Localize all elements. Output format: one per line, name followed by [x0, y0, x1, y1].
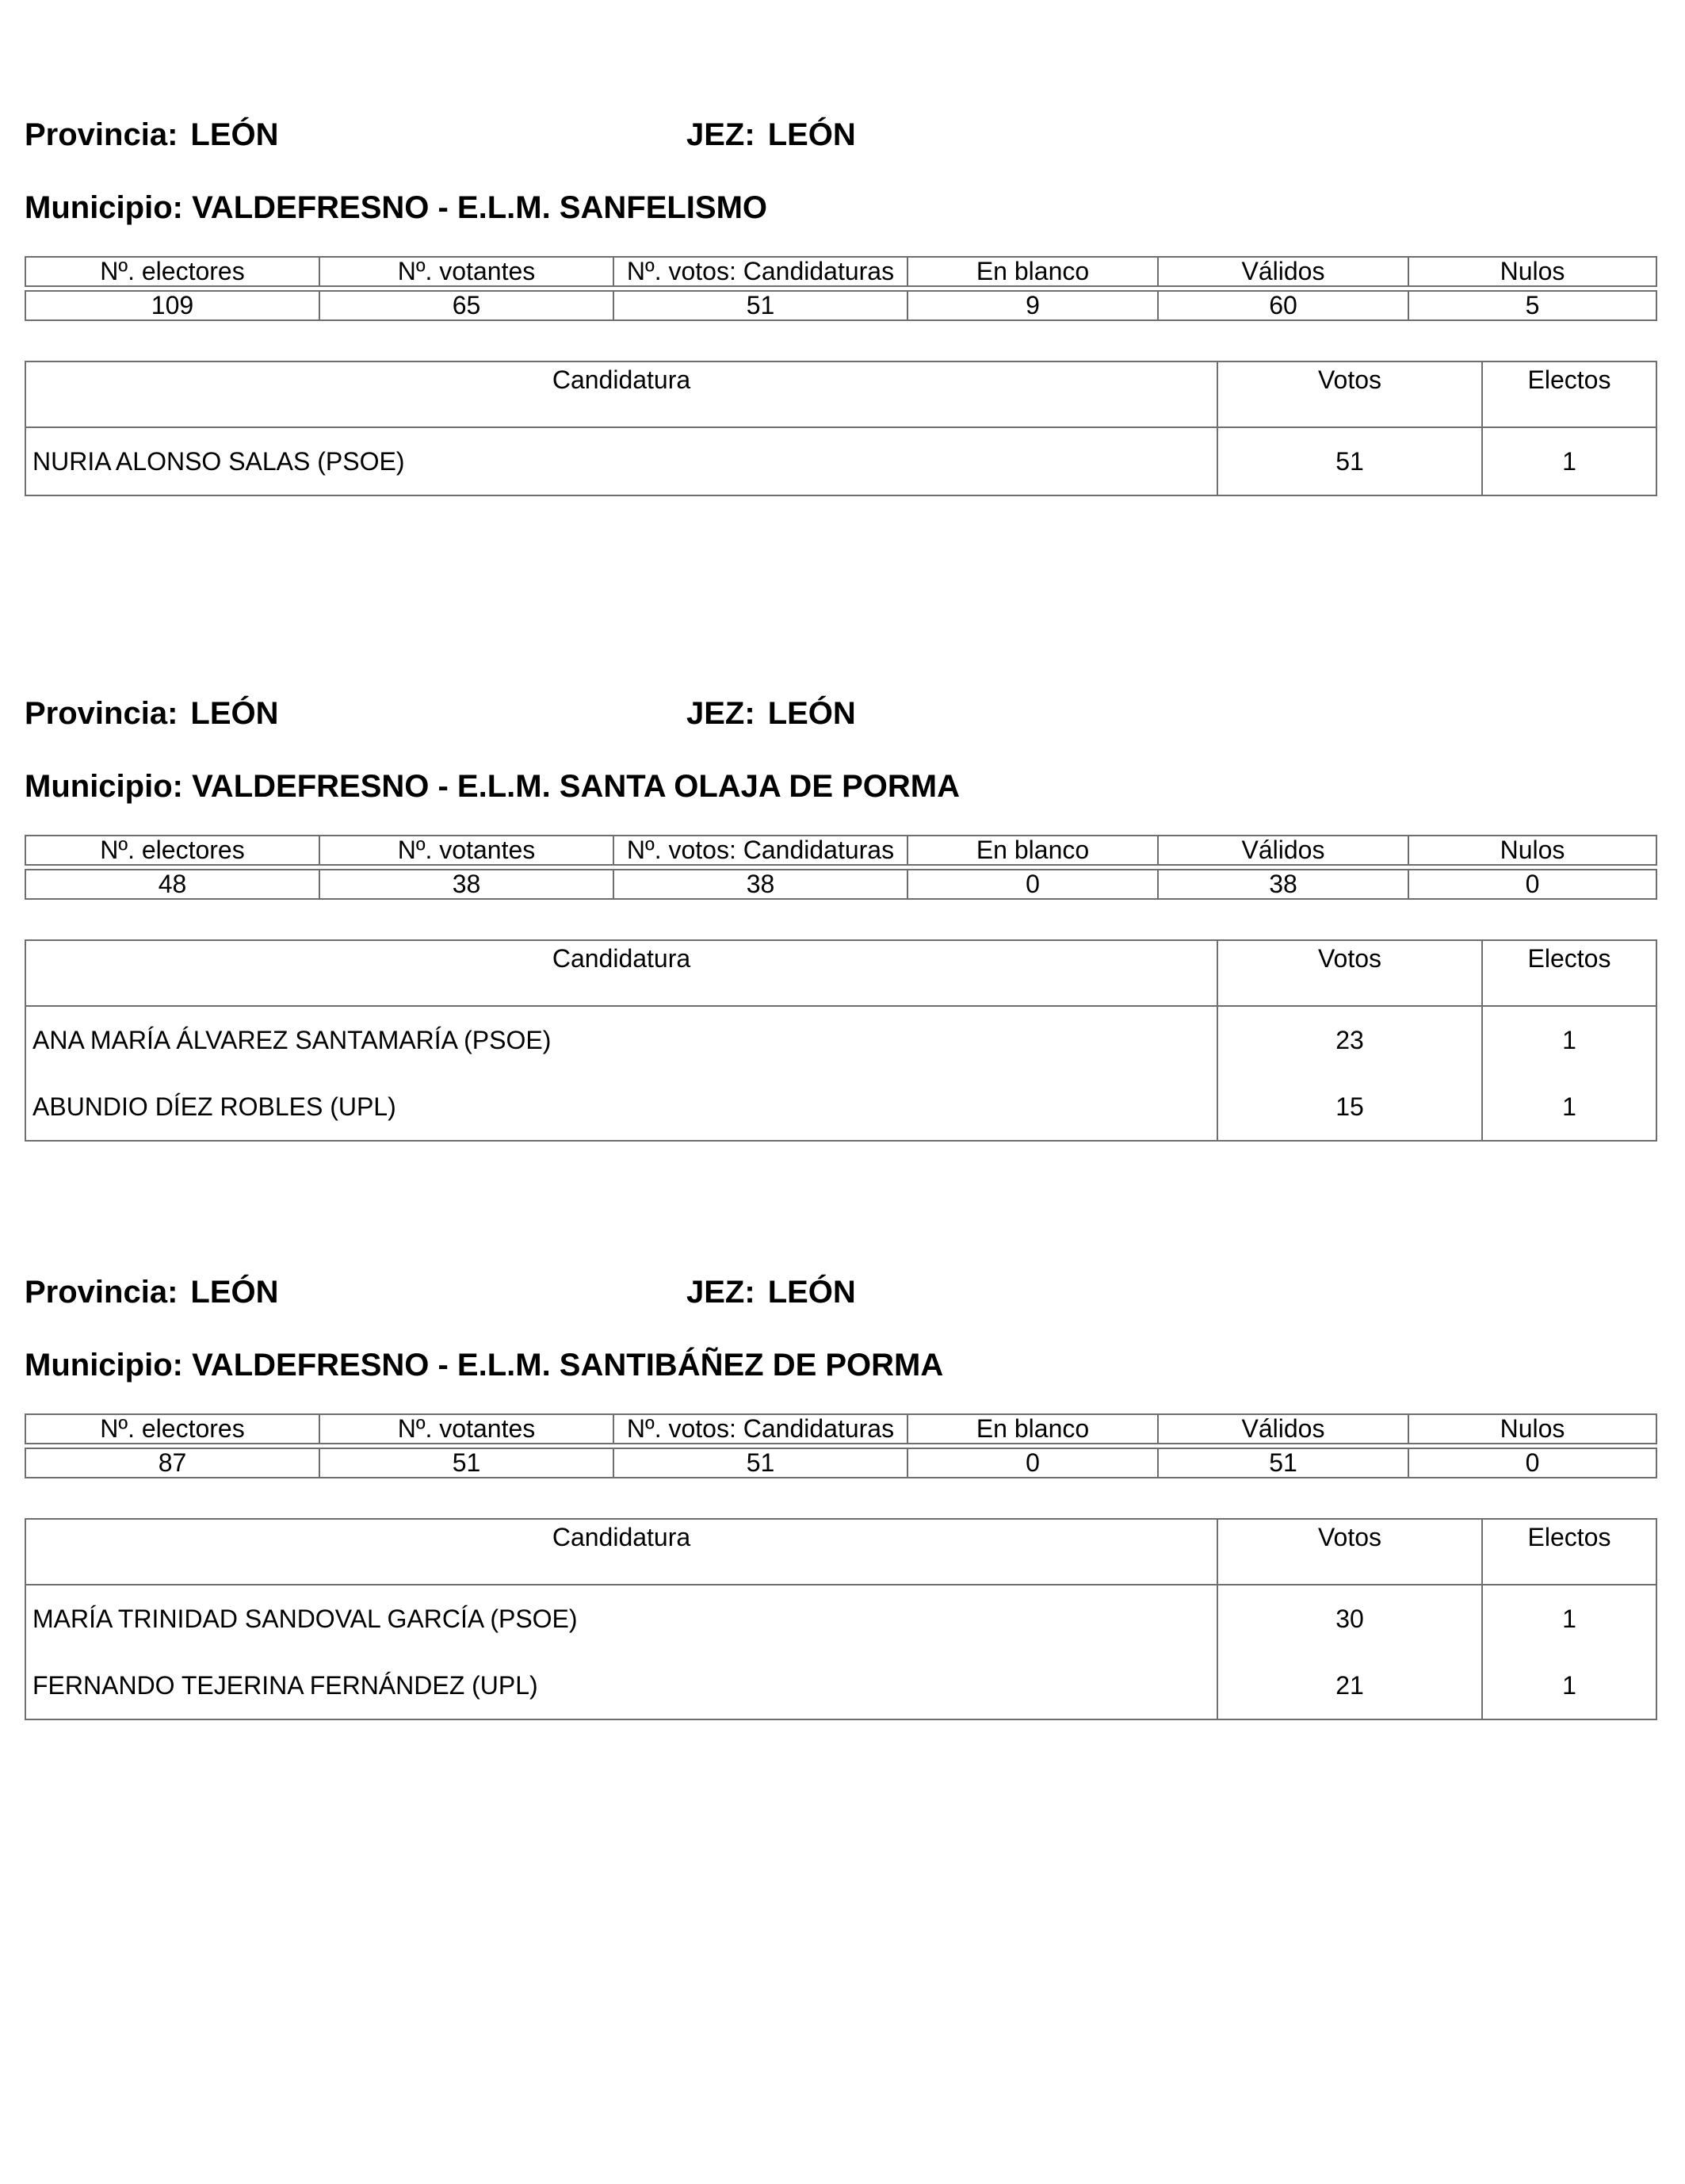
- stats-header: Nº. electores: [25, 836, 319, 865]
- candidate-electos: 1: [1482, 1073, 1656, 1141]
- stats-value: 51: [613, 291, 907, 320]
- jez-line: [686, 698, 856, 729]
- candidate-row: [25, 427, 1656, 495]
- stats-value: 51: [613, 1448, 907, 1478]
- candidate-electos: 1: [1482, 1585, 1656, 1652]
- candidate-votos: 51: [1217, 427, 1482, 495]
- candidate-name: NURIA ALONSO SALAS (PSOE): [32, 446, 405, 476]
- electos-header: Electos: [1482, 940, 1656, 1006]
- municipio-line: [25, 771, 960, 802]
- candidate-votos: 15: [1217, 1073, 1482, 1141]
- stats-value: 109: [25, 291, 319, 320]
- provincia-label: Provincia:: [25, 696, 178, 731]
- stats-value: 0: [907, 870, 1158, 899]
- provincia-value: LEÓN: [190, 1275, 279, 1310]
- stats-header-row: [25, 257, 1656, 286]
- votos-header: Votos: [1217, 1519, 1482, 1585]
- stats-header: En blanco: [907, 836, 1158, 865]
- stats-header: Nº. votantes: [319, 257, 613, 286]
- candidate-row: [25, 1073, 1656, 1141]
- municipio-label: Municipio:: [25, 769, 183, 804]
- candidatura-header: Candidatura: [25, 940, 1217, 1006]
- stats-value: 0: [1408, 870, 1656, 899]
- stats-value: 38: [319, 870, 613, 899]
- stats-value-row: [25, 1448, 1656, 1478]
- stats-value-row: [25, 291, 1656, 320]
- provincia-line: [25, 1276, 279, 1308]
- stats-header: Nº. votos: Candidaturas: [613, 257, 907, 286]
- candidate-electos: 1: [1482, 427, 1656, 495]
- stats-value: 9: [907, 291, 1158, 320]
- stats-table: [25, 1413, 1657, 1478]
- stats-header: Nº. electores: [25, 1414, 319, 1444]
- stats-value: 87: [25, 1448, 319, 1478]
- municipio-value: VALDEFRESNO - E.L.M. SANTA OLAJA DE PORMA: [192, 769, 960, 804]
- stats-header: Nº. electores: [25, 257, 319, 286]
- municipio-label: Municipio:: [25, 190, 183, 225]
- provincia-value: LEÓN: [190, 696, 279, 731]
- candidate-electos: 1: [1482, 1006, 1656, 1073]
- stats-value: 60: [1158, 291, 1408, 320]
- stats-header-row: [25, 836, 1656, 865]
- candidate-votos: 30: [1217, 1585, 1482, 1652]
- stats-table: [25, 256, 1657, 321]
- votos-header: Votos: [1217, 940, 1482, 1006]
- stats-value-row: [25, 870, 1656, 899]
- stats-value: 51: [1158, 1448, 1408, 1478]
- stats-header: En blanco: [907, 257, 1158, 286]
- municipio-value: VALDEFRESNO - E.L.M. SANTIBÁÑEZ DE PORMA: [192, 1348, 944, 1383]
- stats-header: Nº. votos: Candidaturas: [613, 836, 907, 865]
- stats-value: 48: [25, 870, 319, 899]
- stats-header: Válidos: [1158, 836, 1408, 865]
- provincia-line: [25, 698, 279, 729]
- stats-header-row: [25, 1414, 1656, 1444]
- jez-label: JEZ:: [686, 696, 755, 731]
- candidates-table: [25, 939, 1657, 1142]
- candidates-header-row: [25, 1519, 1656, 1585]
- provincia-line: [25, 119, 279, 151]
- municipio-value: VALDEFRESNO - E.L.M. SANFELISMO: [192, 190, 768, 225]
- candidate-row: [25, 1652, 1656, 1719]
- candidate-name: MARÍA TRINIDAD SANDOVAL GARCÍA (PSOE): [32, 1604, 578, 1633]
- provincia-value: LEÓN: [190, 117, 279, 152]
- jez-value: LEÓN: [767, 117, 856, 152]
- jez-line: [686, 119, 856, 151]
- jez-label: JEZ:: [686, 117, 755, 152]
- candidate-name: ANA MARÍA ÁLVAREZ SANTAMARÍA (PSOE): [32, 1025, 552, 1054]
- stats-header: Nulos: [1408, 257, 1656, 286]
- jez-line: [686, 1276, 856, 1308]
- stats-header: Nº. votantes: [319, 1414, 613, 1444]
- candidate-name: FERNANDO TEJERINA FERNÁNDEZ (UPL): [32, 1670, 538, 1700]
- stats-header: Nulos: [1408, 1414, 1656, 1444]
- stats-value: 5: [1408, 291, 1656, 320]
- provincia-label: Provincia:: [25, 1275, 178, 1310]
- provincia-label: Provincia:: [25, 117, 178, 152]
- stats-header: Nº. votantes: [319, 836, 613, 865]
- candidate-row: [25, 1006, 1656, 1073]
- stats-value: 38: [613, 870, 907, 899]
- stats-header: Nulos: [1408, 836, 1656, 865]
- jez-value: LEÓN: [767, 696, 856, 731]
- municipio-label: Municipio:: [25, 1348, 183, 1383]
- stats-value: 51: [319, 1448, 613, 1478]
- candidates-table: [25, 1518, 1657, 1720]
- stats-value: 38: [1158, 870, 1408, 899]
- candidates-header-row: [25, 361, 1656, 427]
- candidatura-header: Candidatura: [25, 361, 1217, 427]
- candidate-votos: 23: [1217, 1006, 1482, 1073]
- jez-label: JEZ:: [686, 1275, 755, 1310]
- votos-header: Votos: [1217, 361, 1482, 427]
- candidate-votos: 21: [1217, 1652, 1482, 1719]
- stats-table: [25, 835, 1657, 900]
- candidate-name: ABUNDIO DÍEZ ROBLES (UPL): [32, 1092, 396, 1121]
- candidatura-header: Candidatura: [25, 1519, 1217, 1585]
- jez-value: LEÓN: [767, 1275, 856, 1310]
- stats-header: Válidos: [1158, 257, 1408, 286]
- stats-header: Válidos: [1158, 1414, 1408, 1444]
- electos-header: Electos: [1482, 361, 1656, 427]
- stats-value: 65: [319, 291, 613, 320]
- candidates-table: [25, 361, 1657, 496]
- stats-header: En blanco: [907, 1414, 1158, 1444]
- municipio-line: [25, 1349, 943, 1381]
- candidate-row: [25, 1585, 1656, 1652]
- candidate-electos: 1: [1482, 1652, 1656, 1719]
- municipio-line: [25, 192, 767, 224]
- stats-value: 0: [907, 1448, 1158, 1478]
- electos-header: Electos: [1482, 1519, 1656, 1585]
- stats-value: 0: [1408, 1448, 1656, 1478]
- candidates-header-row: [25, 940, 1656, 1006]
- stats-header: Nº. votos: Candidaturas: [613, 1414, 907, 1444]
